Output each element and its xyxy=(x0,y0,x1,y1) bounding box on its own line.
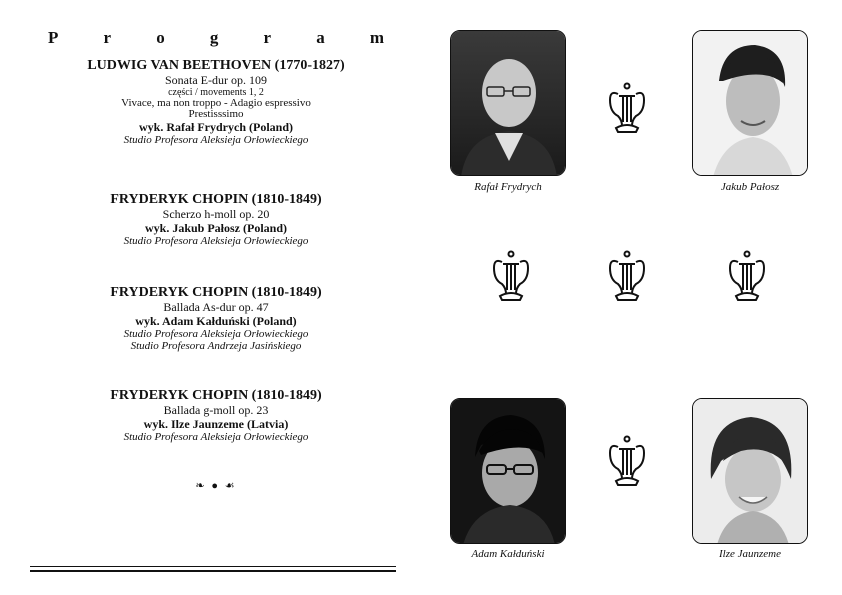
program-title xyxy=(48,28,384,52)
studio: Studio Profesora Aleksieja Orłowieckiego xyxy=(123,431,309,443)
photo-caption: Rafał Frydrych xyxy=(474,181,542,193)
title-letter: r xyxy=(103,28,112,47)
work-title: Scherzo h-moll op. 20 xyxy=(162,207,270,221)
lyre-icon xyxy=(606,82,648,134)
lyre-icon xyxy=(726,250,768,302)
composer: FRYDERYK CHOPIN (1810-1849) xyxy=(110,285,322,300)
program-piece-chopin-ballade-as xyxy=(30,285,402,352)
work-title: Ballada As-dur op. 47 xyxy=(163,300,269,314)
lyre-icon xyxy=(606,250,648,302)
studio: Studio Profesora Aleksieja Orłowieckiego xyxy=(123,235,309,247)
photo-caption: Adam Kałduński xyxy=(471,548,545,560)
tempo-marking: Vivace, ma non troppo - Adagio espressivo xyxy=(121,97,311,109)
movements-label: części / movements 1, 2 xyxy=(168,87,264,98)
composer: LUDWIG VAN BEETHOVEN (1770-1827) xyxy=(87,58,345,73)
program-piece-beethoven xyxy=(30,58,402,146)
photo-ilze-jaunzeme xyxy=(692,398,808,544)
performer: wyk. Jakub Pałosz (Poland) xyxy=(144,221,288,235)
portrait-image xyxy=(693,31,808,176)
program-column xyxy=(30,28,402,492)
composer: FRYDERYK CHOPIN (1810-1849) xyxy=(110,388,322,403)
title-letter: o xyxy=(156,28,165,47)
title-letter: g xyxy=(209,28,219,47)
performer: wyk. Rafał Frydrych (Poland) xyxy=(139,120,293,134)
portrait-image xyxy=(451,31,566,176)
title-letter: m xyxy=(369,28,384,47)
program-piece-chopin-scherzo xyxy=(30,192,402,247)
lyre-icon xyxy=(606,435,648,487)
studio: Studio Profesora Aleksieja Orłowieckiego xyxy=(123,328,309,340)
ornament-divider: ❧ ● ☙ xyxy=(195,480,237,492)
work-title: Sonata E-dur op. 109 xyxy=(165,73,267,87)
photo-caption: Ilze Jaunzeme xyxy=(718,548,781,560)
studio: Studio Profesora Andrzeja Jasińskiego xyxy=(130,340,302,352)
photo-rafal-frydrych xyxy=(450,30,566,176)
lyre-icon xyxy=(490,250,532,302)
work-title: Ballada g-moll op. 23 xyxy=(163,403,269,417)
performer: wyk. Ilze Jaunzeme (Latvia) xyxy=(143,417,289,431)
composer: FRYDERYK CHOPIN (1810-1849) xyxy=(110,192,322,207)
portrait-image xyxy=(693,399,808,544)
program-piece-chopin-ballade-g xyxy=(30,388,402,443)
photo-adam-kaldunski xyxy=(450,398,566,544)
tempo-marking: Prestisssimo xyxy=(188,108,244,120)
studio: Studio Profesora Aleksieja Orłowieckiego xyxy=(123,134,309,146)
photo-jakub-palosz xyxy=(692,30,808,176)
bottom-rule xyxy=(30,566,396,567)
portrait-image xyxy=(451,399,566,544)
title-letter: a xyxy=(316,28,325,47)
title-letter: P xyxy=(48,28,59,47)
photo-caption: Jakub Pałosz xyxy=(720,181,780,193)
bottom-rule xyxy=(30,570,396,572)
title-letter: r xyxy=(263,28,272,47)
performer: wyk. Adam Kałduński (Poland) xyxy=(135,314,297,328)
